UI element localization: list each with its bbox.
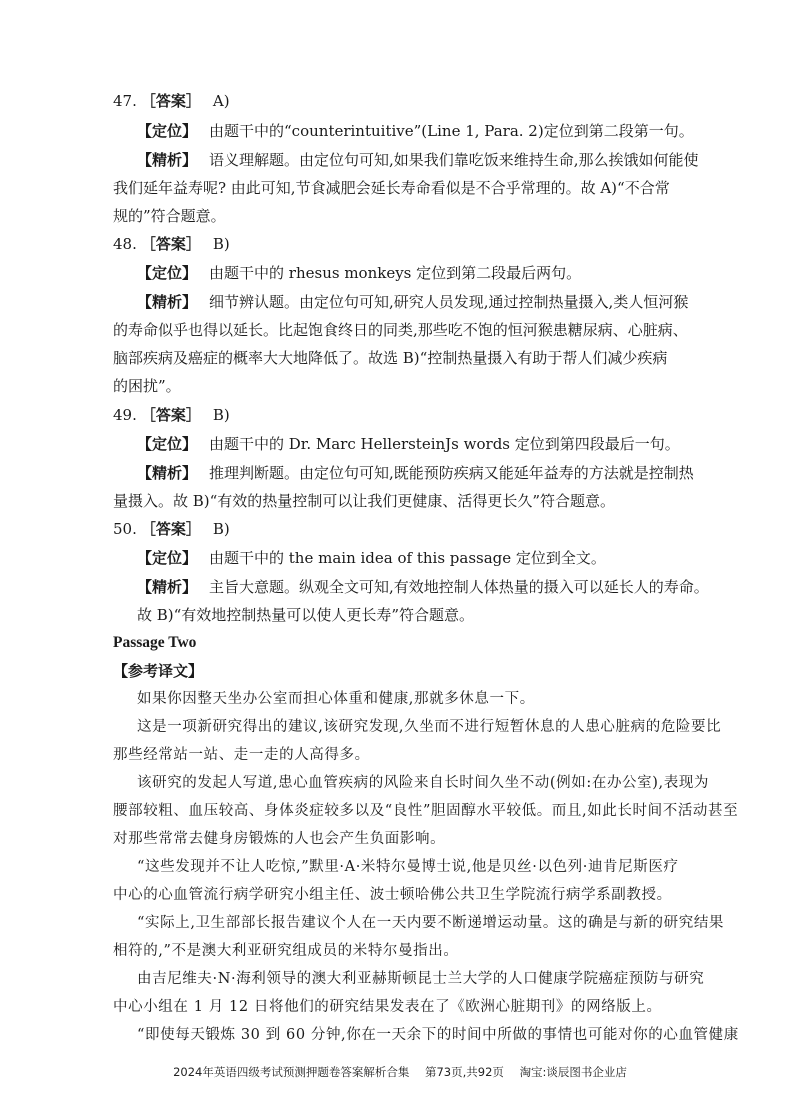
- q49-analysis-line-1: [137, 463, 694, 483]
- translation-line: “这些发现并不让人吃惊,”默里·A·米特尔曼博士说,他是贝丝·以色列·迪肯尼斯医疗: [137, 859, 679, 875]
- q48-analysis-label: 【精析】: [137, 293, 198, 311]
- q48-locate-line: [137, 263, 581, 283]
- translation-line: 中心的心血管流行病学研究小组主任、波士顿哈佛公共卫生学院流行病学系副教授。: [113, 887, 672, 903]
- translation-line: “即使每天锻炼 30 到 60 分钟,你在一天余下的时间中所做的事情也可能对你的心血管健康: [137, 1027, 739, 1043]
- q47-answer-label: ［答案］: [140, 92, 201, 110]
- footer-page-number: 第73页,共92页: [424, 1065, 504, 1079]
- translation-line: 腰部较粗、血压较高、身体炎症较多以及“良性”胆固醇水平较低。而且,如此长时间不活动甚至: [113, 803, 739, 819]
- q48-analysis-text: 细节辨认题。由定位句可知,研究人员发现,通过控制热量摄入,类人恒河猴: [209, 293, 689, 311]
- q50-locate: 由题干中的 the main idea of this passage 定位到全文。: [209, 549, 606, 567]
- translation-label: 【参考译文】: [113, 662, 204, 680]
- translation-line: 由吉尼维夫·N·海利领导的澳大利亚赫斯顿昆士兰大学的人口健康学院癌症预防与研究: [137, 971, 705, 987]
- q50-analysis-label: 【精析】: [137, 578, 198, 596]
- passage-title: Passage Two: [113, 634, 197, 651]
- translation-line: 这是一项新研究得出的建议,该研究发现,久坐而不进行短暂休息的人患心脏病的危险要比: [137, 719, 722, 735]
- q49-analysis-line-2: 量摄入。故 B)“有效的热量控制可以让我们更健康、活得更长久”符合题意。: [113, 492, 615, 510]
- q48-answer: B): [212, 235, 230, 253]
- q50-analysis-text: 主旨大意题。纵观全文可知,有效地控制人体热量的摄入可以延长人的寿命。: [209, 578, 709, 596]
- q48-answer-label: ［答案］: [140, 235, 201, 253]
- q48-locate-label: 【定位】: [137, 264, 198, 282]
- footer-book-title: 2024年英语四级考试预测押题卷答案解析合集: [173, 1065, 410, 1079]
- q47-answer-line: [113, 91, 230, 111]
- q47-number: 47.: [113, 92, 137, 110]
- q48-number: 48.: [113, 235, 137, 253]
- q49-locate-line: [137, 434, 680, 454]
- q47-analysis-text: 语义理解题。由定位句可知,如果我们靠吃饭来维持生命,那么挨饿如何能使: [209, 151, 699, 169]
- translation-line: 对那些常常去健身房锻炼的人也会产生负面影响。: [113, 831, 446, 847]
- q49-answer-label: ［答案］: [140, 406, 201, 424]
- q50-number: 50.: [113, 520, 137, 538]
- q48-answer-line: [113, 234, 230, 254]
- q49-number: 49.: [113, 406, 137, 424]
- q48-analysis-line-2: 的寿命似乎也得以延长。比起饱食终日的同类,那些吃不饱的恒河猴患糖尿病、心脏病、: [113, 321, 688, 339]
- q50-locate-line: [137, 548, 606, 568]
- q50-analysis-line-2: 故 B)“有效地控制热量可以使人更长寿”符合题意。: [137, 606, 474, 624]
- translation-line: 该研究的发起人写道,患心血管疾病的风险来自长时间久坐不动(例如:在办公室),表现为: [137, 775, 710, 791]
- q49-answer: B): [212, 406, 230, 424]
- q49-locate-label: 【定位】: [137, 435, 198, 453]
- q47-analysis-line-1: [137, 150, 699, 170]
- translation-line: 相符的,”不是澳大利亚研究组成员的米特尔曼指出。: [113, 943, 459, 959]
- q49-answer-line: [113, 405, 230, 425]
- q48-analysis-line-4: 的困扰”。: [113, 377, 181, 395]
- q50-locate-label: 【定位】: [137, 549, 198, 567]
- footer-shop: 淘宝:谈辰图书企业店: [519, 1065, 627, 1079]
- translation-line: “实际上,卫生部部长报告建议个人在一天内要不断递增运动量。这的确是与新的研究结果: [137, 915, 725, 931]
- q47-analysis-line-2: 我们延年益寿呢? 由此可知,节食减肥会延长寿命看似是不合乎常理的。故 A)“不合常: [113, 179, 670, 197]
- q47-answer: A): [212, 92, 230, 110]
- translation-line: 如果你因整天坐办公室而担心体重和健康,那就多休息一下。: [137, 691, 535, 707]
- q47-analysis-line-3: 规的”符合题意。: [113, 207, 226, 225]
- q49-analysis-label: 【精析】: [137, 464, 198, 482]
- translation-line: 那些经常站一站、走一走的人高得多。: [113, 747, 370, 763]
- q49-analysis-text: 推理判断题。由定位句可知,既能预防疾病又能延年益寿的方法就是控制热: [209, 464, 694, 482]
- q47-analysis-label: 【精析】: [137, 151, 198, 169]
- q50-answer: B): [212, 520, 230, 538]
- q48-locate: 由题干中的 rhesus monkeys 定位到第二段最后两句。: [209, 264, 582, 282]
- page-footer: [0, 1064, 800, 1080]
- q50-answer-label: ［答案］: [140, 520, 201, 538]
- q50-answer-line: [113, 519, 230, 539]
- q48-analysis-line-1: [137, 292, 688, 312]
- q47-locate-label: 【定位】: [137, 122, 198, 140]
- q50-analysis-line-1: [137, 577, 709, 597]
- translation-line: 中心小组在 1 月 12 日将他们的研究结果发表在了《欧洲心脏期刊》的网络版上。: [113, 999, 662, 1015]
- q47-locate: 由题干中的“counterintuitive”(Line 1, Para. 2)定位到第二段第一句。: [209, 122, 694, 140]
- q48-analysis-line-3: 脑部疾病及癌症的概率大大地降低了。故选 B)“控制热量摄入有助于帮人们减少疾病: [113, 349, 668, 367]
- q49-locate: 由题干中的 Dr. Marc HellersteinJs words 定位到第四段最后一句。: [209, 435, 680, 453]
- q47-locate-line: [137, 121, 694, 141]
